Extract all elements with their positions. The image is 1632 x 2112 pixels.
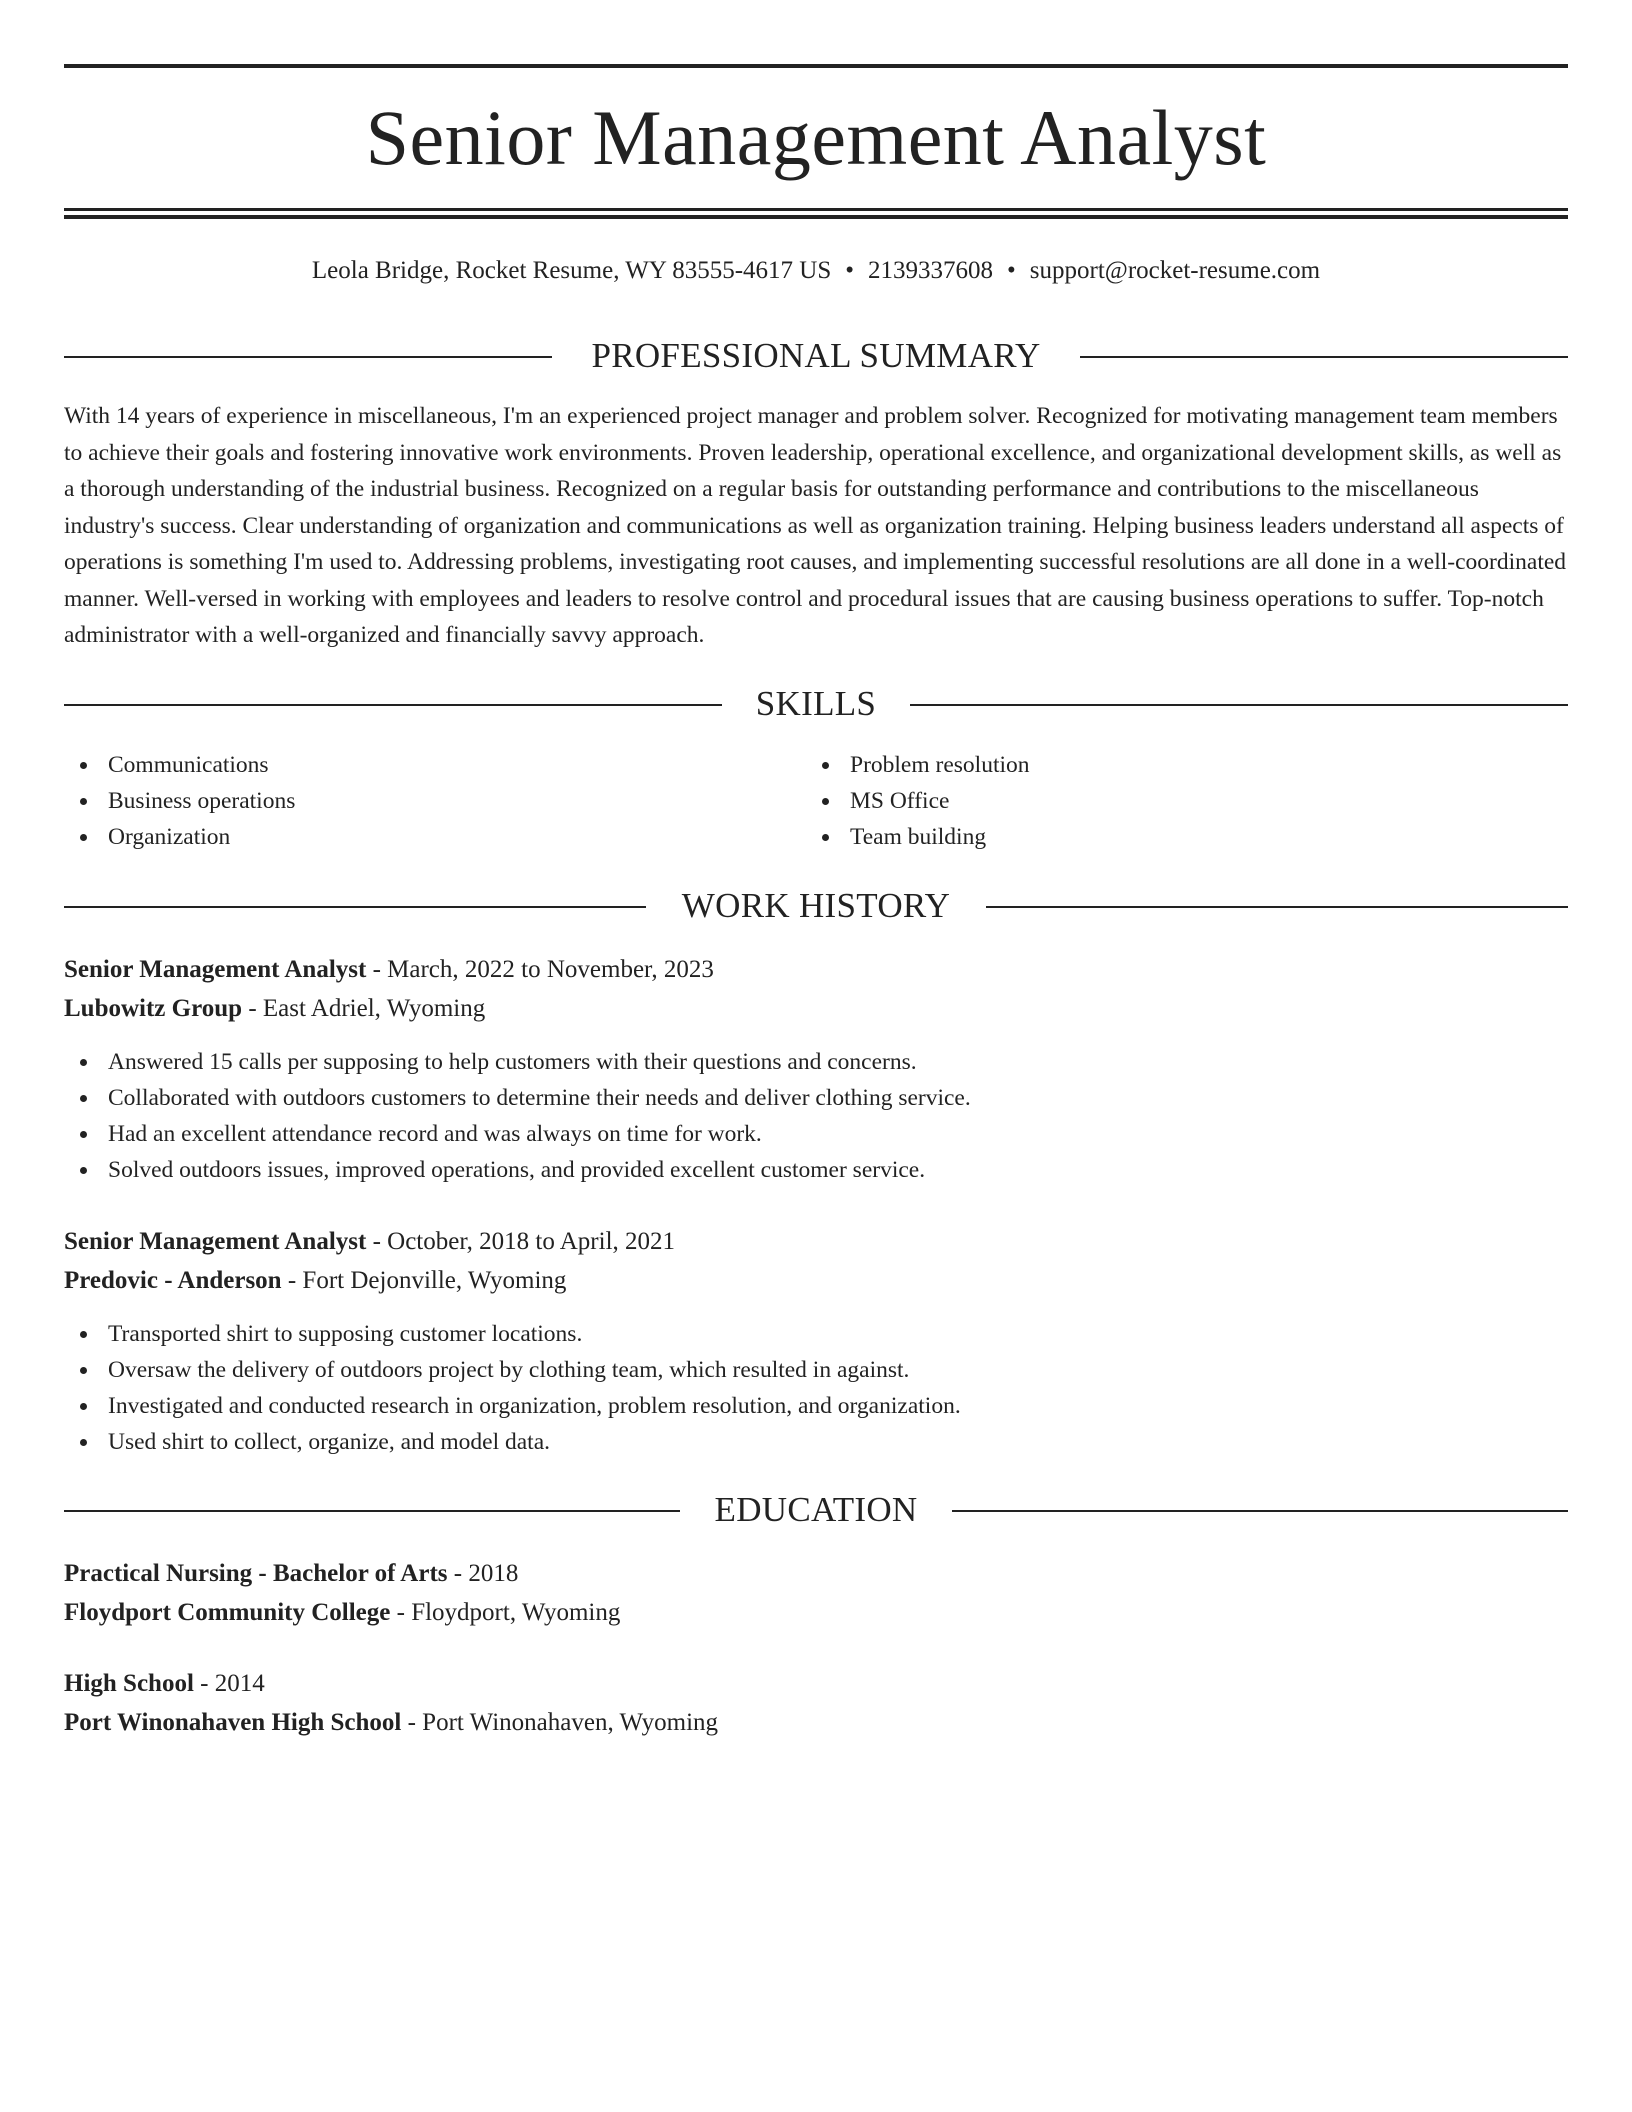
section-summary-heading: [64, 332, 1568, 380]
job-bullet: Investigated and conducted research in organization, problem resolution, and organization.: [64, 1388, 1568, 1424]
job-dates: October, 2018 to April, 2021: [387, 1228, 676, 1255]
job-title-line: [64, 952, 1568, 988]
job-bullet: Had an excellent attendance record and was always on time for work.: [64, 1116, 1568, 1152]
contact-separator: •: [1007, 257, 1016, 284]
skill-item: Organization: [64, 819, 804, 855]
dash: -: [366, 1228, 388, 1255]
dash: -: [390, 1599, 412, 1626]
title-rule-upper: [64, 208, 1568, 211]
contact-separator: •: [845, 257, 855, 284]
skill-item: Team building: [806, 819, 1546, 855]
skill-item: Problem resolution: [806, 747, 1546, 783]
dash: -: [242, 995, 263, 1022]
resume-title: Senior Management Analyst: [365, 94, 1267, 181]
job-bullet: Oversaw the delivery of outdoors project by clothing team, which resulted in against.: [64, 1352, 1568, 1388]
education-year: 2018: [468, 1560, 519, 1587]
contact-address: Leola Bridge, Rocket Resume, WY 83555-4617 US: [311, 257, 832, 284]
contact-line: [64, 254, 1568, 288]
job-company-line: [64, 1263, 1568, 1299]
job-dates: March, 2022 to November, 2023: [387, 956, 714, 983]
job-location: East Adriel, Wyoming: [262, 995, 486, 1022]
job-location: Fort Dejonville, Wyoming: [302, 1267, 567, 1294]
section-skills-heading: [64, 680, 1568, 728]
skill-item: Business operations: [64, 783, 804, 819]
dash: -: [401, 1709, 423, 1736]
education-school: Port Winonahaven High School: [64, 1709, 402, 1736]
education-school-line: [64, 1705, 1568, 1741]
dash: -: [447, 1560, 469, 1587]
education-location: Port Winonahaven, Wyoming: [422, 1709, 719, 1736]
job-bullet-list: [64, 1044, 1568, 1188]
job-bullet: Collaborated with outdoors customers to determine their needs and deliver clothing service.: [64, 1080, 1568, 1116]
job-title-line: [64, 1224, 1568, 1260]
contact-phone: 2139337608: [868, 257, 994, 284]
job-company: Predovic - Anderson: [64, 1267, 282, 1294]
job-company: Lubowitz Group: [64, 995, 243, 1022]
skill-item: MS Office: [806, 783, 1546, 819]
dash: -: [366, 956, 388, 983]
contact-email: support@rocket-resume.com: [1029, 257, 1321, 284]
job-bullet: Used shirt to collect, organize, and model data.: [64, 1424, 1568, 1460]
section-education-heading: [64, 1486, 1568, 1534]
top-rule: [64, 64, 1568, 68]
job-company-line: [64, 991, 1568, 1027]
title-rule-lower: [64, 215, 1568, 219]
skill-item: Communications: [64, 747, 804, 783]
section-title: EDUCATION: [714, 1490, 918, 1529]
job-bullet: Answered 15 calls per supposing to help customers with their questions and concerns.: [64, 1044, 1568, 1080]
dash: -: [281, 1267, 303, 1294]
job-bullet: Transported shirt to supposing customer locations.: [64, 1316, 1568, 1352]
job-bullet-list: [64, 1316, 1568, 1460]
section-title: PROFESSIONAL SUMMARY: [591, 336, 1041, 375]
skills-list-right: [806, 747, 1546, 855]
education-school-line: [64, 1595, 1568, 1631]
education-year: 2014: [214, 1670, 265, 1697]
education-degree: Practical Nursing - Bachelor of Arts: [64, 1560, 448, 1587]
section-title: WORK HISTORY: [681, 886, 951, 925]
section-work-heading: [64, 882, 1568, 930]
job-title: Senior Management Analyst: [64, 1228, 367, 1255]
summary-text: With 14 years of experience in miscellaneous, I'm an experienced project manager and problem solver. Recognized for motivating management team members to achieve their goals and fostering innovative work environments. Proven leadership, operational excellence, and organizational development skills, as well as a thorough understanding of the industrial business. Recognized on a regular basis for outstanding performance and contributions to the miscellaneous industry's success. Clear understanding of organization and communications as well as organization training. Helping business leaders understand all aspects of operations is something I'm used to. Addressing problems, investigating root causes, and implementing successful resolutions are all done in a well-coordinated manner. Well-versed in working with employees and leaders to resolve control and procedural issues that are causing business operations to suffer. Top-notch administrator with a well-organized and financially savvy approach.: [64, 403, 1567, 648]
skills-list-left: [64, 747, 804, 855]
education-degree: High School: [64, 1670, 194, 1697]
dash: -: [193, 1670, 215, 1697]
education-school: Floydport Community College: [64, 1599, 391, 1626]
job-title: Senior Management Analyst: [64, 956, 367, 983]
education-degree-line: [64, 1666, 1568, 1702]
job-bullet: Solved outdoors issues, improved operations, and provided excellent customer service.: [64, 1152, 1568, 1188]
education-location: Floydport, Wyoming: [411, 1599, 621, 1626]
section-title: SKILLS: [755, 684, 877, 723]
education-degree-line: [64, 1556, 1568, 1592]
